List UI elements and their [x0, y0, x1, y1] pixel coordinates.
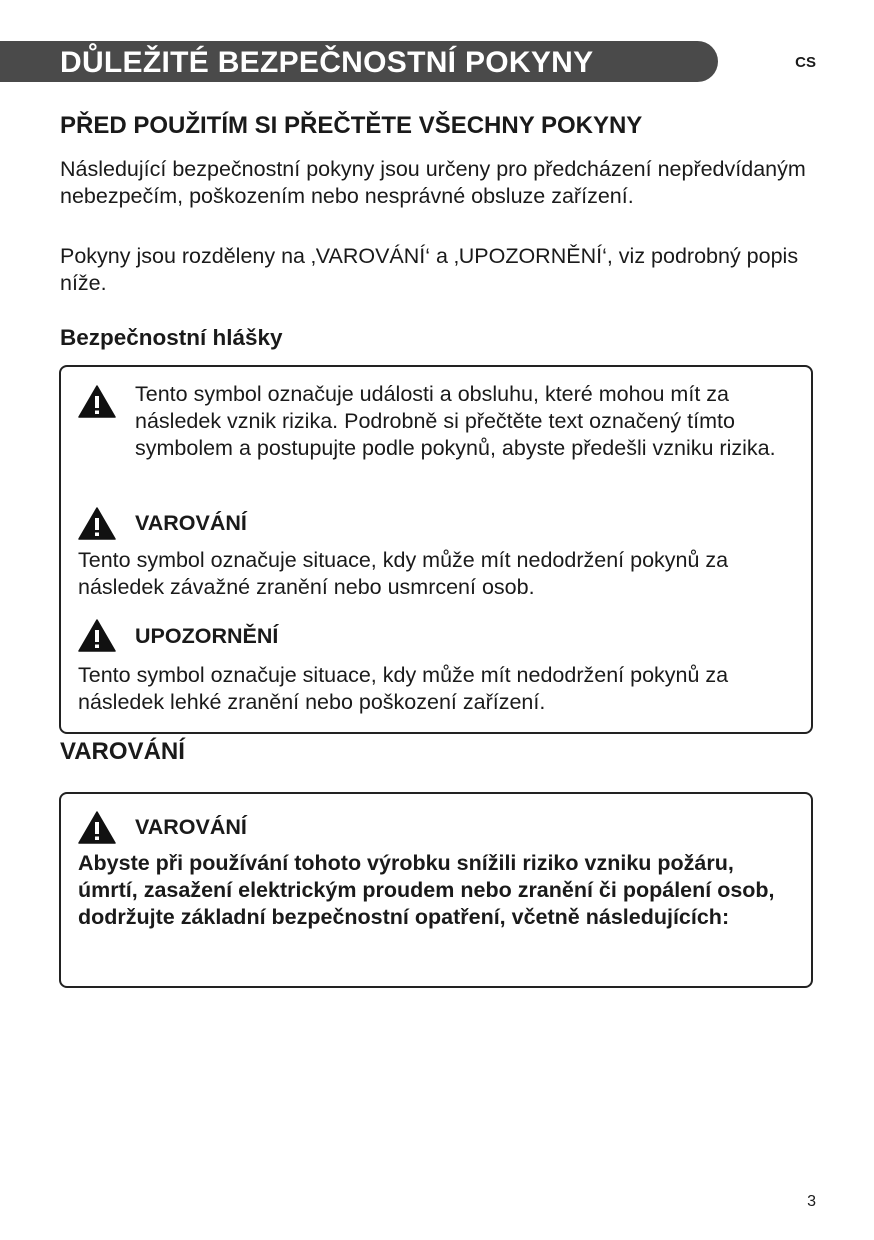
caution-description: Tento symbol označuje situace, kdy může mít nedodržení pokynů za následek lehké zranění nebo poškození zařízení. [78, 663, 729, 714]
warning-description: Tento symbol označuje situace, kdy může mít nedodržení pokynů za následek závažné zranění nebo usmrcení osob. [78, 548, 729, 599]
warning-triangle-icon [78, 811, 116, 844]
warning-box [59, 792, 813, 988]
warning-triangle-icon [78, 619, 116, 652]
intro-paragraph-2: Pokyny jsou rozděleny na ‚VAROVÁNÍ‘ a ‚UPOZORNĚNÍ‘, viz podrobný popis níže. [60, 244, 799, 295]
warning-label: VAROVÁNÍ [135, 511, 247, 535]
warning-triangle-icon [78, 507, 116, 540]
warning-box-label: VAROVÁNÍ [135, 815, 247, 839]
symbol-description: Tento symbol označuje události a obsluhu, které mohou mít za následek vznik rizika. Podrobně si přečtěte text označený tímto symbolem a postupujte podle pokynů, abyste předešli vzniku rizika. [135, 382, 776, 460]
intro-heading: PŘED POUŽITÍM SI PŘEČTĚTE VŠECHNY POKYNY [60, 112, 643, 139]
warning-box-text: Abyste při používání tohoto výrobku snížili riziko vzniku požáru, úmrtí, zasažení elektrickým proudem nebo zranění či popálení osob, dodržujte základní bezpečnostní opatření, včetně následujících: [78, 851, 775, 929]
page-number: 3 [807, 1193, 816, 1210]
warning-triangle-icon [78, 385, 116, 418]
page-title: DŮLEŽITÉ BEZPEČNOSTNÍ POKYNY [60, 46, 594, 79]
safety-messages-heading: Bezpečnostní hlášky [60, 325, 283, 350]
language-code: CS [795, 54, 816, 71]
intro-paragraph-1: Následující bezpečnostní pokyny jsou určeny pro předcházení nepředvídaným nebezpečím, poškozením nebo nesprávné obsluze zařízení. [60, 157, 806, 208]
safety-messages-box [59, 365, 813, 734]
title-banner [0, 41, 718, 82]
caution-label: UPOZORNĚNÍ [135, 624, 279, 648]
warning-section-heading: VAROVÁNÍ [60, 738, 185, 765]
